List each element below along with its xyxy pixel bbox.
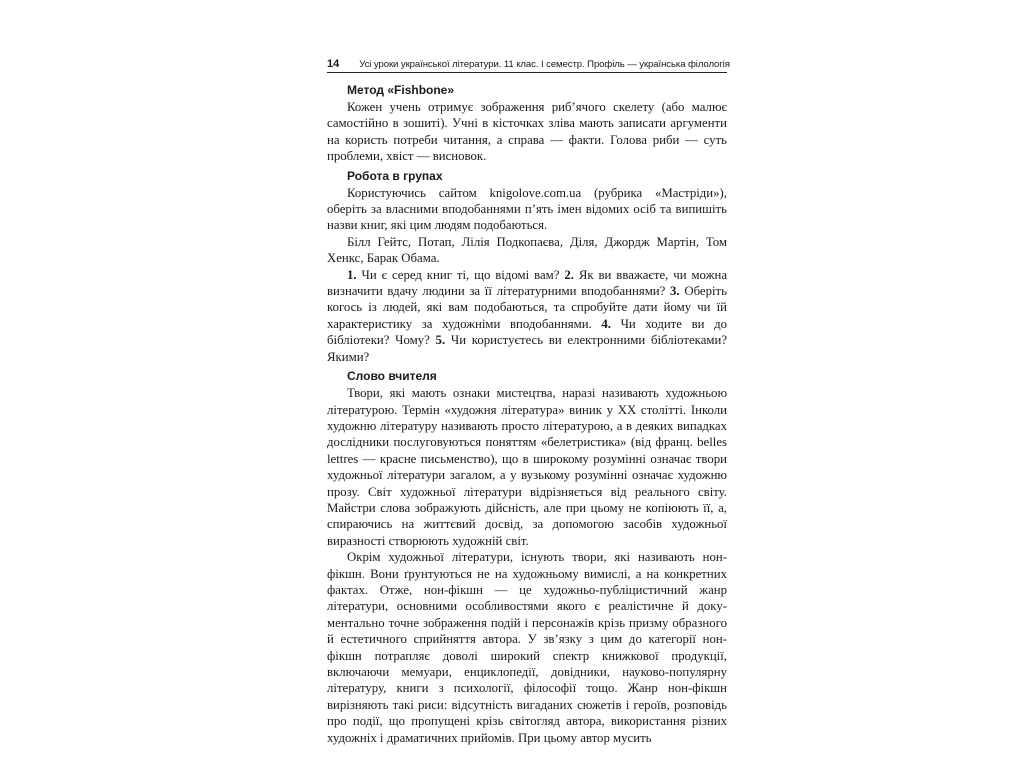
section-heading-group-work: Робота в групах bbox=[347, 168, 443, 183]
question-text: Чи є серед книг ті, що відомі вам? bbox=[356, 267, 565, 282]
question-number: 1. bbox=[347, 267, 357, 282]
book-page bbox=[327, 58, 730, 746]
question-text: Оберіть когось із людей, які вам подобаються, та спробуйте дати йому чи їй характеристику за художніми вподобаннями. bbox=[327, 284, 727, 331]
question-text: Чи ходите ви до бібліотеки? Чому? bbox=[327, 316, 727, 348]
questions-paragraph bbox=[327, 267, 727, 365]
teacher-word-paragraph-2: Окрім художньої літератури, існують твори, які називають нон-фікшн. Вони ґрунтуються не на художньому вимислі, а на конкретних фактах. Отже, нон-фікшн — це художньо-публіцистичний жанр літератури, основними особливостями якого є реалістичне й документально точне зображення подій і персонажів крізь призму образного й естетичного сприйняття автора. У зв’язку з цим до категорії нон-фікшн потрапляє доволі широкий спектр книжкової продукції, включаючи мемуари, енциклопедії, довідники, науково-популярну літературу, книги з психології, філософії тощо. Жанр нон-фікшн вирізняють такі риси: відсутність вигаданих сюжетів і героїв, розповідь про події, що пропущені крізь світогляд автора, використання різних художніх і драматичних прийомів. При цьому автор мусить bbox=[327, 550, 727, 745]
question-text: Чи користуєтесь ви електронними бібліотеками? Якими? bbox=[327, 333, 727, 364]
question-number: 2. bbox=[564, 267, 574, 282]
running-title: Усі уроки української літератури. 11 клас. I семестр. Профіль — українська філологія bbox=[359, 59, 730, 70]
fishbone-paragraph: Кожен учень отримує зображення риб’ячого скелету (або малює самостійно в зошиті). Учні в кісточках зліва мають записати аргументи на користь потреби читання, а справа — факти. Голова риби — суть проблеми, хвіст — висновок. bbox=[327, 100, 727, 164]
section-heading-teacher-word: Слово вчителя bbox=[347, 369, 437, 384]
famous-names-paragraph: Білл Гейтс, Потап, Лілія Подкопаєва, Діля, Джордж Мартін, Том Хенкс, Барак Обама. bbox=[327, 234, 727, 266]
question-number: 4. bbox=[601, 316, 611, 331]
running-header bbox=[327, 58, 730, 73]
teacher-word-paragraph-1: Твори, які мають ознаки мистецтва, наразі називають художньою літературою. Термін «художня література» виник у XX столітті. Інколи художню літературу називають просто літературою, а в деяких випадках дослідники послуговуються поняттям «белетристика» (від франц. belles lettres — красне письменство), що в широкому розумінні означає твори художньої літератури загалом, а у вузькому розумінні означає художню прозу. Світ художньої літератури відрізняється від реального світу. Майстри слова зображують дійсність, але при цьому не копіюють її, а, спираючись на життєвий досвід, за допомогою засобів художньої виразності створюють художній світ. bbox=[327, 386, 727, 548]
page-number: 14 bbox=[327, 58, 340, 70]
question-number: 3. bbox=[670, 284, 680, 299]
question-text: Як ви вважаєте, чи можна визначити вдачу людини за її літературними вподобаннями? bbox=[327, 267, 727, 299]
section-heading-fishbone: Метод «Fishbone» bbox=[347, 83, 455, 97]
group-work-paragraph: Користуючись сайтом knigolove.com.ua (рубрика «Мастріди»), оберіть за власними вподобаннями п’ять імен відомих осіб та випишіть назви книг, які цим людям подобаються. bbox=[327, 185, 727, 233]
question-number: 5. bbox=[435, 333, 446, 348]
